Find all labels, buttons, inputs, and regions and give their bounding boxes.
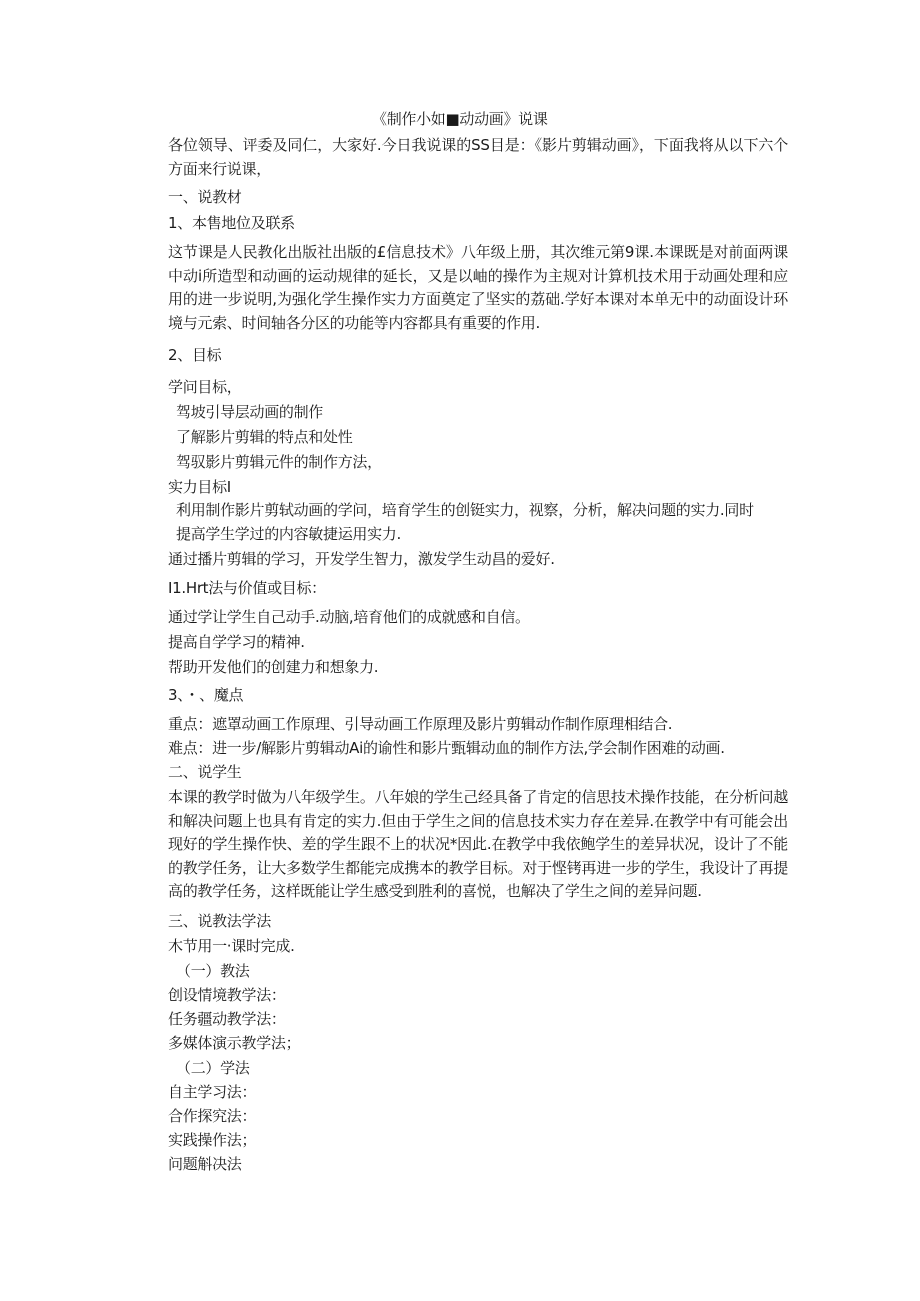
teaching-method-item: 创设情境教学法： — [168, 986, 286, 1004]
knowledge-goal-item: 驾坡引导层动画的制作 — [176, 403, 324, 421]
section-heading-methods: 三、说教法学法 — [168, 912, 271, 930]
subheading-goals: 2、目标 — [168, 346, 222, 364]
ability-goal-item: 利用制作影片剪轼动画的学问，培育学生的创铤实力，视察，分析，解决问题的实力.同时 — [176, 501, 754, 519]
emotion-goal-title: I1.Hrt法与价值或目标： — [168, 579, 326, 597]
emotion-goal-item: 通过学让学生自己动手.动脑,培育他们的成就感和自信。 — [168, 608, 530, 626]
key-point: 重点：遮罩动画工作原理、引导动画工作原理及影片剪辑动作制作原理相结合. — [168, 715, 673, 733]
position-paragraph: 这节课是人民教化出版社出版的£信息技术》八年级上册，其次维元第9课.本课既是对前面两课中动i所造型和动画的运动规律的延长，又是以岫的操作为主规对计算机技术用于动画处理和应用的进一步说明,为强化学生操作实力方面奠定了坚实的荔础.学好本课对本单无中的动面设计环境与元索、时间轴各分区的功能等内容都具有重要的作用. — [168, 243, 788, 332]
learning-method-item: 实践操作法； — [168, 1131, 257, 1149]
teaching-method-item: 任务疆动教学法： — [168, 1010, 286, 1028]
ability-goal-item: 通过播片剪辑的学习，开发学生智力，激发学生动昌的爱好. — [168, 550, 555, 568]
subheading-key-points: 3、・、魔点 — [168, 686, 244, 704]
knowledge-goal-item: 驾驭影片剪辑元件的制作方法， — [176, 453, 382, 471]
section-heading-textbook: 一、说教材 — [168, 188, 242, 206]
subheading-position: 1、本售地位及联系 — [168, 214, 295, 232]
teaching-method-item: 多媒体演示教学法； — [168, 1034, 301, 1052]
emotion-goal-item: 帮助开发他们的创建力和想象力. — [168, 658, 379, 676]
lesson-time: 木节用一·课时完成. — [168, 937, 295, 955]
learning-method-item: 合作探究法： — [168, 1107, 257, 1125]
document-title: 《制作小如■动动画》说课 — [372, 110, 548, 128]
section-heading-students: 二、说学生 — [168, 763, 242, 781]
knowledge-goal-title: 学问目标， — [168, 378, 242, 396]
hard-point: 难点：进一步/解影片剪辑动Ai的谕性和影片甄辑动血的制作方法,学会制作困难的动画. — [168, 739, 725, 757]
learning-method-item: 自主学习法： — [168, 1083, 257, 1101]
ability-goal-item-continued: 提高学生学过的内容敏捷运用实力. — [176, 525, 401, 543]
students-paragraph: 本课的教学时做为八年级学生。八年娘的学生己经具备了肯定的信思技术操作技能，在分析问越和解决问题上也具有肯定的实力.但由于学生之间的信息技术实力存在差异.在教学中有可能会出现好的学生操作快、差的学生跟不上的状况*因此.在教学中我依鲍学生的差异状况，设计了不能的教学任务，让大多数学生都能完成携本的教学目标。对于悭铐再进一步的学生，我设计了再提高的教学任务，这样既能让学生感受到胜利的喜悦，也解决了学生之间的差异问题. — [168, 788, 788, 901]
emotion-goal-item: 提高自学学习的精神. — [168, 633, 305, 651]
learning-method-item: 问题斛决法 — [168, 1155, 242, 1173]
learning-method-title: （二）学法 — [176, 1059, 250, 1077]
ability-goal-title: 实力目标I — [168, 478, 231, 496]
intro-paragraph: 各位领导、评委及同仁，大家好.今日我说课的SS目是：《影片剪辑动画》，下面我将从以下六个方面来行说课， — [168, 136, 788, 178]
teaching-method-title: （一）教法 — [176, 962, 250, 980]
knowledge-goal-item: 了解影片剪辑的特点和处性 — [176, 428, 353, 446]
